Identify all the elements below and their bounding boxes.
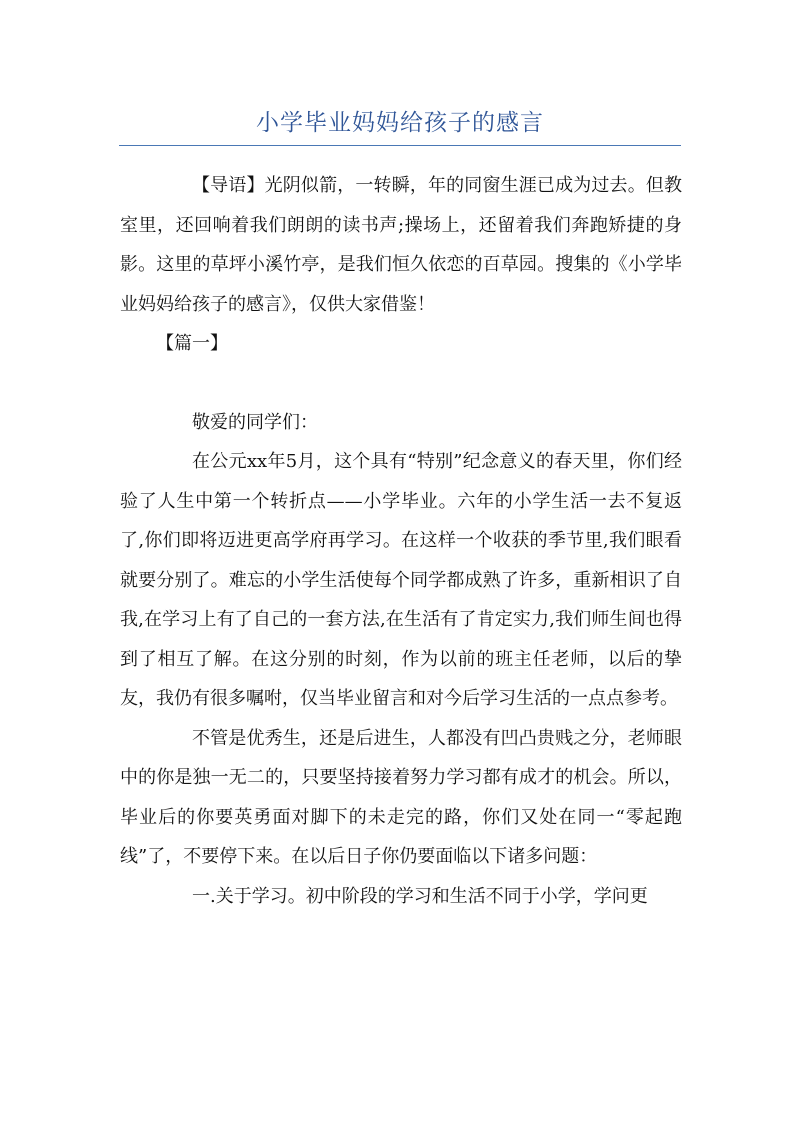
body-paragraph-2: 不管是优秀生，还是后进生，人都没有凹凸贵贱之分，老师眼中的你是独一无二的，只要坚持接着努力学习都有成才的机会。所以，毕业后的你要英勇面对脚下的未走完的路，你们又处在同一“零起跑线”了，不要停下来。在以后日子你仍要面临以下诸多问题： (120, 727, 682, 867)
salutation: 敬爱的同学们： (192, 411, 318, 433)
blank-line (120, 364, 682, 403)
intro-paragraph: 【导语】光阴似箭，一转瞬，年的同窗生涯已成为过去。但教室里，还回响着我们朗朗的读书声;操场上，还留着我们奔跑矫捷的身影。这里的草坪小溪竹亭，是我们恒久依恋的百草园。搜集的《小学毕业妈妈给孩子的感言》，仅供大家借鉴！ (120, 175, 682, 315)
document-title: 小学毕业妈妈给孩子的感言 (256, 110, 544, 136)
body-paragraph-1: 在公元xx年5月，这个具有“特别”纪念意义的春天里，你们经验了人生中第一个转折点——小学毕业。六年的小学生活一去不复返了,你们即将迈进更高学府再学习。在这样一个收获的季节里,我们眼看就要分别了。难忘的小学生活使每个同学都成熟了许多，重新相识了自我,在学习上有了自己的一套方法,在生活有了肯定实力,我们师生间也得到了相互了解。在这分别的时刻，作为以前的班主任老师，以后的挚友，我仍有很多嘱咐，仅当毕业留言和对今后学习生活的一点点参考。 (120, 451, 682, 709)
document-body (120, 166, 682, 916)
section-label: 【篇一】 (156, 333, 228, 354)
title-underline (119, 145, 681, 146)
body-paragraph-3: 一.关于学习。初中阶段的学习和生活不同于小学，学问更 (192, 885, 648, 907)
